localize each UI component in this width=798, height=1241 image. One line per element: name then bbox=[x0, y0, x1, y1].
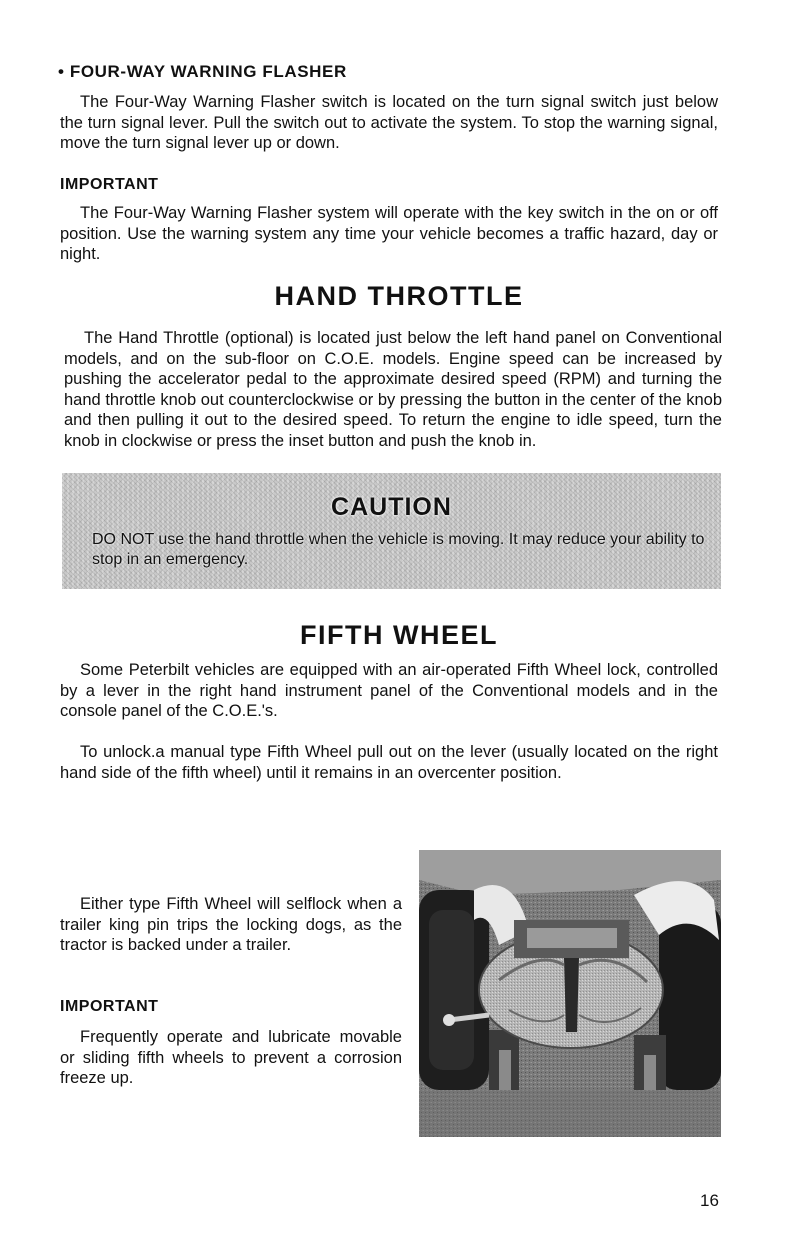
fifth-wheel-title: FIFTH WHEEL bbox=[300, 620, 498, 650]
flasher-heading: • FOUR-WAY WARNING FLASHER bbox=[58, 62, 347, 81]
flasher-important-text: The Four-Way Warning Flasher system will operate with the key switch in the on or off position. Use the warning system any time your vehicle becomes a traffic hazard, day or night. bbox=[60, 204, 718, 263]
caution-title: CAUTION bbox=[331, 493, 452, 521]
flasher-paragraph: The Four-Way Warning Flasher switch is located on the turn signal switch just below the turn signal lever. Pull the switch out to activate the system. To stop the warning signal, move the turn signal lever up or down. bbox=[60, 93, 718, 152]
fifth-wheel-paragraph-1: Some Peterbilt vehicles are equipped with an air-operated Fifth Wheel lock, controlled by a lever in the right hand instrument panel of the Conventional models and in the console panel of the C.O.E.'s. bbox=[60, 661, 718, 720]
fifth-wheel-important-text: Frequently operate and lubricate movable or sliding fifth wheels to prevent a corrosion freeze up. bbox=[60, 1028, 402, 1087]
caution-box bbox=[62, 473, 721, 589]
fifth-wheel-paragraph-3: Either type Fifth Wheel will selflock when a trailer king pin trips the locking dogs, as the tractor is backed under a trailer. bbox=[60, 895, 402, 954]
hand-throttle-paragraph: The Hand Throttle (optional) is located just below the left hand panel on Conventional models, and on the sub-floor on C.O.E. models. Engine speed can be increased by pushing the accelerator pedal to the approximate desired speed (RPM) and turning the hand throttle knob out counterclockwise or by pressing the button in the center of the knob and then pulling it out to the desired speed. To return the engine to idle speed, turn the knob in clockwise or press the inset button and push the knob in. bbox=[64, 329, 722, 450]
caution-text: DO NOT use the hand throttle when the vehicle is moving. It may reduce your ability to stop in an emergency. bbox=[92, 531, 705, 568]
page-number: 16 bbox=[700, 1191, 719, 1210]
fifth-wheel-important-label: IMPORTANT bbox=[60, 998, 159, 1015]
fifth-wheel-paragraph-2: To unlock.a manual type Fifth Wheel pull out on the lever (usually located on the right hand side of the fifth wheel) until it remains in an overcenter position. bbox=[60, 743, 718, 782]
flasher-important-label: IMPORTANT bbox=[60, 176, 159, 193]
fifth-wheel-photo bbox=[419, 850, 721, 1137]
hand-throttle-title: HAND THROTTLE bbox=[274, 281, 524, 311]
